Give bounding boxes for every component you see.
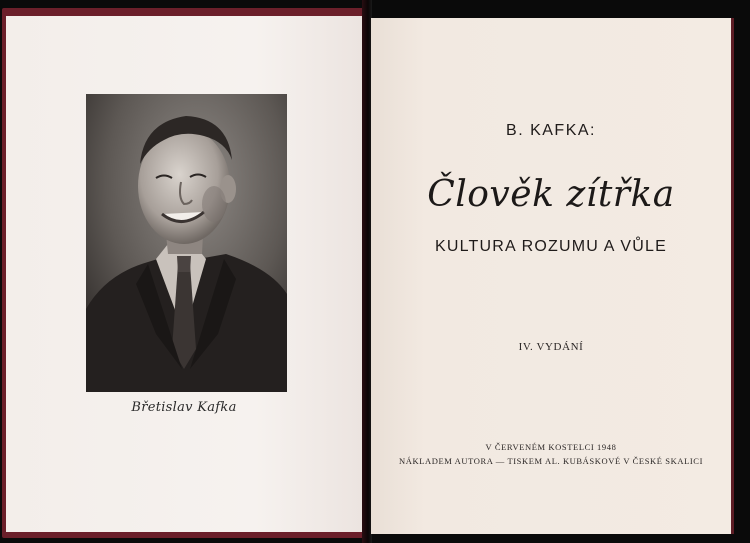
portrait-caption: Břetislav Kafka bbox=[131, 400, 237, 415]
imprint-publisher: NÁKLADEM AUTORA — TISKEM AL. KUBÁSKOVÉ V ČESKÉ SKALICI bbox=[398, 456, 704, 466]
frontispiece-page bbox=[6, 16, 362, 532]
portrait-photo bbox=[86, 94, 287, 392]
book-subtitle: KULTURA ROZUMU A VŮLE bbox=[434, 238, 668, 255]
title-page bbox=[371, 18, 734, 534]
author-name: B. KAFKA: bbox=[506, 122, 596, 139]
edition-label: IV. VYDÁNÍ bbox=[518, 341, 584, 353]
book-title: Člověk zítřka bbox=[427, 174, 675, 215]
imprint-place-year: V ČERVENÉM KOSTELCI 1948 bbox=[485, 442, 617, 452]
author-portrait bbox=[86, 94, 287, 392]
